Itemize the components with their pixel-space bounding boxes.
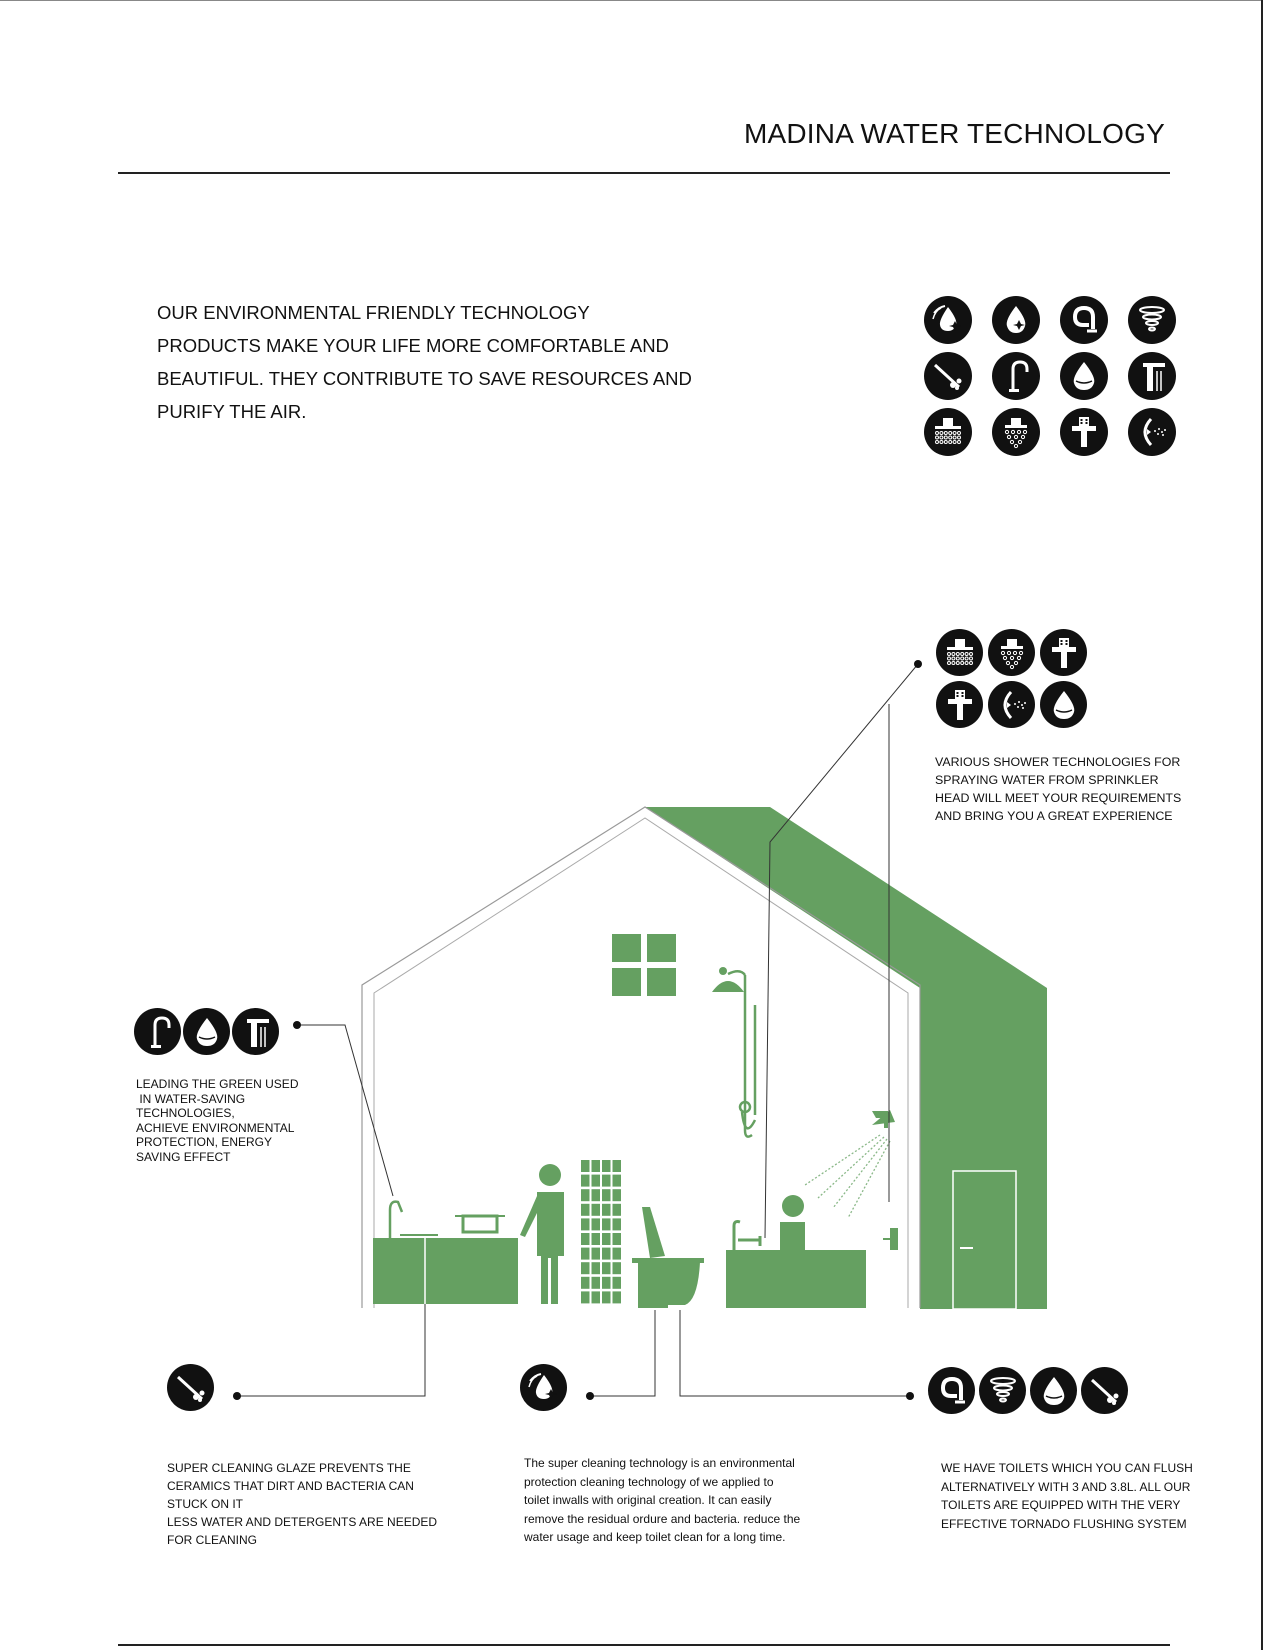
glass-block (613, 1277, 622, 1289)
caption-line: LEADING THE GREEN USED (136, 1077, 299, 1091)
caption-line: water usage and keep toilet clean for a long time. (524, 1530, 786, 1545)
mixer-tap-icon (232, 1008, 279, 1055)
caption-line: TOILETS ARE EQUIPPED WITH THE VERY (941, 1498, 1181, 1513)
glass-block-wall (581, 1160, 621, 1303)
tornado-icon (979, 1367, 1026, 1414)
handheld-shower-icon (936, 681, 983, 728)
glass-block (581, 1248, 590, 1260)
massage-spray-icon (988, 681, 1035, 728)
caption-line: protection cleaning technology of we applied to (524, 1474, 774, 1489)
toilet (632, 1207, 704, 1308)
glass-block (581, 1189, 590, 1201)
glass-block (592, 1175, 601, 1187)
glass-block (581, 1291, 590, 1303)
glass-block (602, 1175, 611, 1187)
caption-line: IN WATER-SAVING (136, 1091, 246, 1106)
glaze-callout-text (167, 1459, 437, 1549)
rain-shower-icon (936, 629, 983, 676)
faucet-callout-text (136, 1077, 298, 1165)
standing-person (520, 1164, 564, 1304)
glass-block (613, 1233, 622, 1245)
shower-spray-icon (988, 629, 1035, 676)
caption-line: SUPER CLEANING GLAZE PREVENTS THE (167, 1461, 411, 1475)
water-drop-icon (183, 1008, 230, 1055)
glass-block (592, 1189, 601, 1201)
glaze-icon (167, 1364, 214, 1411)
glass-block (613, 1291, 622, 1303)
glass-block (581, 1277, 590, 1289)
caption-line: EFFECTIVE TORNADO FLUSHING SYSTEM (941, 1516, 1187, 1531)
glass-block (613, 1218, 622, 1230)
glaze-callout-icons (167, 1364, 214, 1411)
page-title: MADINA WATER TECHNOLOGY (743, 118, 1165, 149)
caption-line: TECHNOLOGIES, (136, 1106, 235, 1121)
glass-block (602, 1248, 611, 1260)
cleaning-callout-icons (520, 1364, 567, 1411)
caption-line: SAVING EFFECT (136, 1149, 231, 1164)
caption-line: FOR CLEANING (167, 1533, 258, 1547)
kitchen-counter (373, 1202, 518, 1304)
shower-callout-icons (936, 629, 1092, 728)
bathtub (726, 1195, 898, 1308)
glass-block (581, 1233, 590, 1245)
toilet-callout-icons (928, 1367, 1128, 1414)
caption-line: ACHIEVE ENVIRONMENTAL (136, 1120, 295, 1135)
glass-block (581, 1160, 590, 1172)
caption-line: PROTECTION, ENERGY (136, 1135, 273, 1150)
glass-block (613, 1160, 622, 1172)
shower-callout-text: VARIOUS SHOWER TECHNOLOGIES FOR SPRAYING WATER FROM SPRINKLER HEAD WILL MEET YOUR REQUIREMENTS AND BRING YOU A GREAT EXPERIENCE (935, 755, 1182, 823)
faucet-callout-icons (134, 1008, 279, 1055)
cleaning-callout-text (524, 1454, 800, 1547)
rain-shower-head (712, 981, 744, 992)
caption-line: LESS WATER AND DETERGENTS ARE NEEDED (167, 1515, 438, 1529)
caption-line: WE HAVE TOILETS WHICH YOU CAN FLUSH (941, 1461, 1193, 1475)
glass-block (613, 1262, 622, 1274)
glass-block (602, 1233, 611, 1245)
glass-block (602, 1160, 611, 1172)
glass-block (581, 1204, 590, 1216)
caption-line: toilet inwalls with original creation. It can easily (524, 1493, 772, 1508)
water-drop-icon (1040, 681, 1087, 728)
glass-block (592, 1248, 601, 1260)
caption-line: ALTERNATIVELY WITH 3 AND 3.8L. ALL OUR (941, 1479, 1191, 1494)
siphon-icon (928, 1367, 975, 1414)
glass-block (581, 1218, 590, 1230)
caption-line: CERAMICS THAT DIRT AND BACTERIA CAN (167, 1479, 414, 1493)
caption-line: STUCK ON IT (167, 1497, 244, 1511)
glass-block (602, 1262, 611, 1274)
glass-block (602, 1218, 611, 1230)
glass-block (592, 1291, 601, 1303)
glass-block (602, 1189, 611, 1201)
intro-paragraph: OUR ENVIRONMENTAL FRIENDLY TECHNOLOGY PRODUCTS MAKE YOUR LIFE MORE COMFORTABLE AND BEAUTIFUL. THEY CONTRIBUTE TO SAVE RESOURCES AND PURIFY THE AIR. (157, 302, 692, 422)
glass-block (602, 1291, 611, 1303)
glass-block (592, 1233, 601, 1245)
glass-block (602, 1277, 611, 1289)
glass-block (581, 1175, 590, 1187)
glass-block (602, 1204, 611, 1216)
shower-column (728, 971, 755, 1136)
glass-block (592, 1160, 601, 1172)
glass-block (592, 1262, 601, 1274)
glass-block (613, 1189, 622, 1201)
caption-line: The super cleaning technology is an environmental (524, 1456, 795, 1470)
glass-block (613, 1175, 622, 1187)
glass-block (581, 1262, 590, 1274)
glass-block (613, 1248, 622, 1260)
wall-shower-head (805, 1110, 895, 1218)
glass-block (592, 1218, 601, 1230)
glass-block (613, 1204, 622, 1216)
glaze-icon (1081, 1367, 1128, 1414)
faucet-icon (134, 1008, 181, 1055)
sparkle-drop-icon (520, 1364, 567, 1411)
glass-block (592, 1277, 601, 1289)
handheld-shower-icon (1040, 629, 1087, 676)
caption-line: remove the residual ordure and bacteria. reduce the (524, 1511, 801, 1526)
footer-divider (118, 1644, 1170, 1646)
toilet-callout-text (941, 1459, 1193, 1533)
water-drop-icon (1030, 1367, 1077, 1414)
glass-block (592, 1204, 601, 1216)
house-green-wall (645, 807, 1047, 1309)
window (612, 934, 676, 996)
